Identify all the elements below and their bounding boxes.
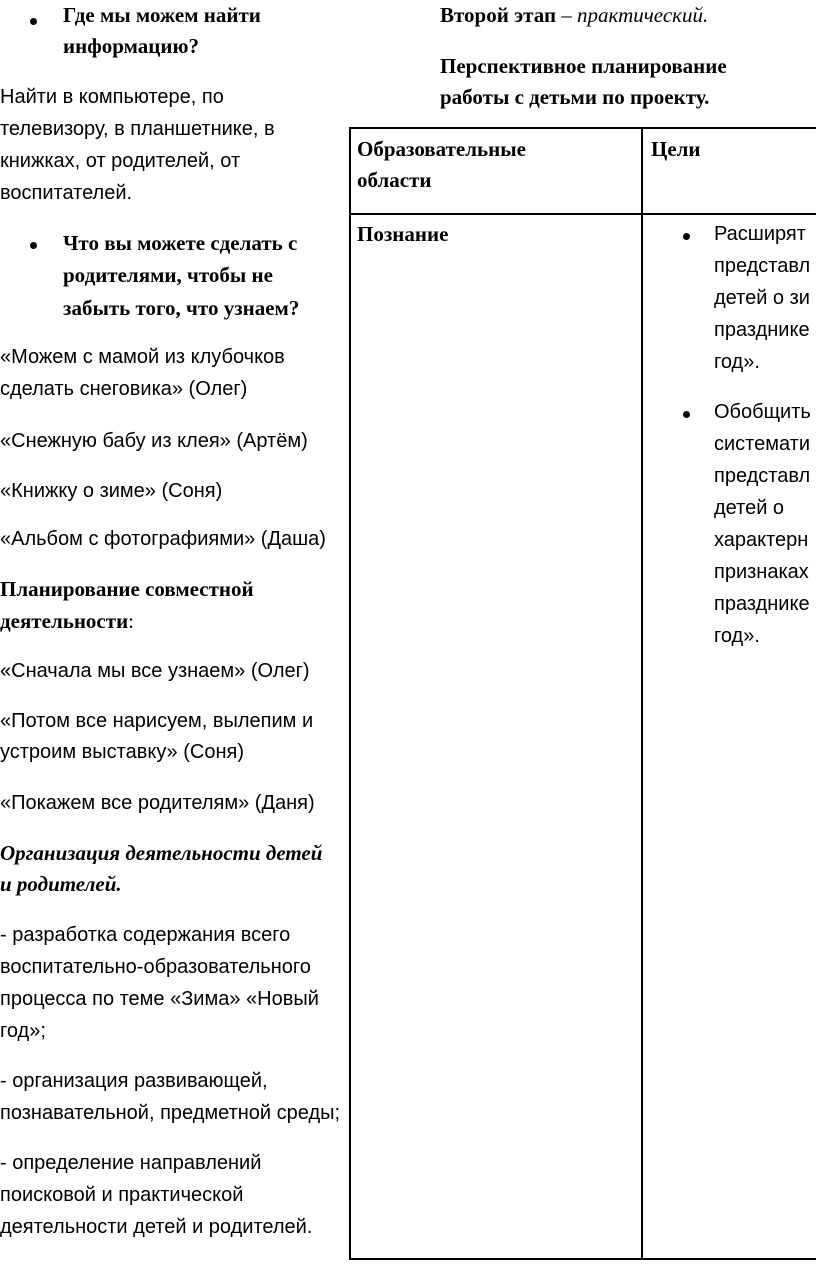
stage-title-bold: Второй этап <box>440 3 557 27</box>
goal-line: детей о зи <box>714 287 810 309</box>
goal-line: признаках <box>714 561 809 583</box>
bullet-icon <box>683 411 690 418</box>
goal-line: Расширят <box>714 223 806 245</box>
organization-item-line: воспитательно-образовательного <box>0 956 311 978</box>
stage-title-dash: – <box>556 3 578 27</box>
goal-line: Обобщить <box>714 401 811 423</box>
question-where-find-line-1: Где мы можем найти <box>63 3 261 27</box>
bullet-icon <box>30 242 37 249</box>
goal-line: празднике <box>714 319 810 341</box>
organization-item-line: познавательной, предметной среды; <box>0 1102 341 1124</box>
table-cell-area: Познание <box>357 222 449 246</box>
quote-line: «Книжку о зиме» (Соня) <box>0 480 223 502</box>
goal-line: детей о <box>714 497 785 519</box>
table-border-top <box>349 127 816 129</box>
answer-line-2: телевизору, в планшетнике, в <box>0 118 275 140</box>
goal-line: представл <box>714 465 811 487</box>
table-border-bottom <box>349 1258 816 1260</box>
organization-heading-line-1: Организация деятельности детей <box>0 841 323 865</box>
quote-line: «Сначала мы все узнаем» (Олег) <box>0 660 310 682</box>
planning-heading-line-2 <box>0 606 134 637</box>
planning-heading-line-1: Планирование совместной <box>0 577 254 601</box>
quote-line: «Можем с мамой из клубочков <box>0 346 285 368</box>
organization-item-line: - разработка содержания всего <box>0 924 291 946</box>
organization-heading-line-2: и родителей. <box>0 872 122 896</box>
table-header-areas-line-2: области <box>357 168 432 192</box>
plan-title-line-1: Перспективное планирование <box>440 54 727 78</box>
planning-heading-word: деятельности <box>0 609 129 633</box>
quote-line: «Снежную бабу из клея» (Артём) <box>0 430 308 452</box>
organization-item-line: деятельности детей и родителей. <box>0 1216 313 1238</box>
answer-line-4: воспитателей. <box>0 182 133 204</box>
table-header-goals: Цели <box>651 137 701 161</box>
quote-line: устроим выставку» (Соня) <box>0 741 244 763</box>
table-header-areas-line-1: Образовательные <box>357 137 526 161</box>
organization-item-line: процесса по теме «Зима» «Новый <box>0 988 319 1010</box>
quote-line: «Потом все нарисуем, вылепим и <box>0 710 314 732</box>
organization-item-line: год»; <box>0 1020 46 1042</box>
bullet-icon <box>683 233 690 240</box>
question-what-do-line-2: родителями, чтобы не <box>63 263 273 287</box>
goal-line: представл <box>714 255 811 277</box>
goal-line: системати <box>714 433 810 455</box>
quote-line: «Альбом с фотографиями» (Даша) <box>0 528 326 550</box>
plan-title-line-2: работы с детьми по проекту. <box>440 85 710 109</box>
answer-line-1: Найти в компьютере, по <box>0 86 224 108</box>
question-what-do-line-1: Что вы можете сделать с <box>63 231 298 255</box>
stage-title-italic: практический. <box>577 3 709 27</box>
table-header-divider <box>349 213 816 215</box>
table-border-left <box>349 127 351 1260</box>
bullet-icon <box>30 18 37 25</box>
goal-line: год». <box>714 351 760 373</box>
organization-item-line: - определение направлений <box>0 1152 262 1174</box>
goal-line: празднике <box>714 593 810 615</box>
stage-title <box>440 0 708 31</box>
goal-line: год». <box>714 625 760 647</box>
question-what-do-line-3: забыть того, что узнаем? <box>63 296 300 320</box>
planning-heading-colon: : <box>128 609 135 633</box>
quote-line: сделать снеговика» (Олег) <box>0 378 248 400</box>
quote-line: «Покажем все родителям» (Даня) <box>0 792 315 814</box>
organization-item-line: поисковой и практической <box>0 1184 244 1206</box>
organization-item-line: - организация развивающей, <box>0 1070 268 1092</box>
question-where-find-line-2: информацию? <box>63 34 199 58</box>
table-column-divider <box>641 127 643 1260</box>
answer-line-3: книжках, от родителей, от <box>0 150 241 172</box>
goal-line: характерн <box>714 529 809 551</box>
